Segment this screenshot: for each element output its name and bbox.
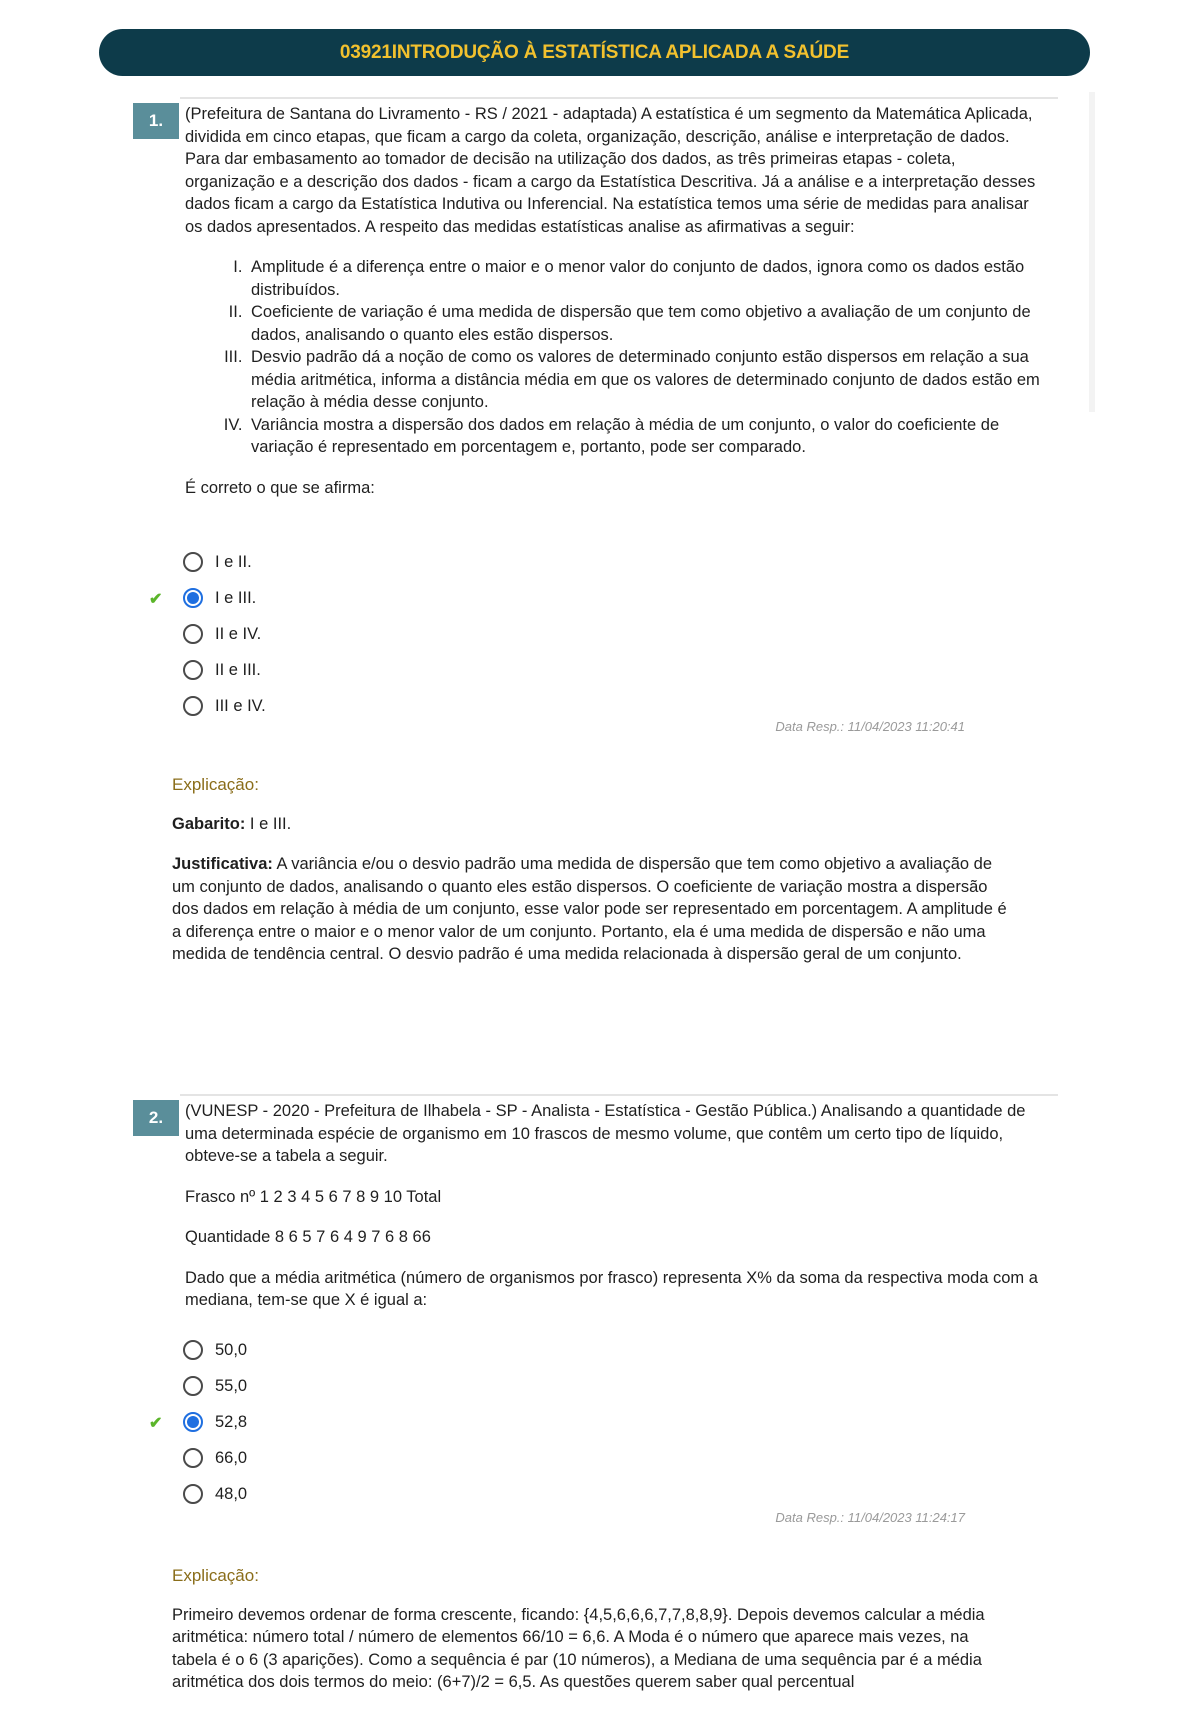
radio-button[interactable] xyxy=(183,552,203,572)
option-label: 52,8 xyxy=(215,1412,248,1431)
answer-option[interactable] xyxy=(183,616,266,652)
question-divider xyxy=(180,1094,1058,1096)
option-label: I e II. xyxy=(215,552,252,571)
question-stem: (VUNESP - 2020 - Prefeitura de Ilhabela - SP - Analista - Estatística - Gestão Pública.) Analisando a quantidade de uma determinada espécie de organismo em 10 frascos de mesmo volume, que contêm um certo tipo de líquido, obteve-se a tabela a seguir. xyxy=(185,1102,1026,1165)
table-values-line: Quantidade 8 6 5 7 6 4 9 7 6 8 66 xyxy=(185,1228,431,1246)
explanation-text: Primeiro devemos ordenar de forma crescente, ficando: {4,5,6,6,6,7,7,8,8,9}. Depois devemos calcular a média aritmética: número total / número de elementos 66/10 = 6,6. A Moda é o número que aparece mais vezes, na tabela é o 6 (3 aparições). Como a sequência é par (10 números), a Mediana de uma sequência par é a média aritmética dos dois termos do meio: (6+7)/2 = 6,5. As questões querem saber qual percentual xyxy=(172,1605,985,1691)
question-divider xyxy=(180,97,1058,99)
answer-option[interactable] xyxy=(183,1476,247,1512)
option-label: I e III. xyxy=(215,588,257,607)
response-date: Data Resp.: 11/04/2023 11:20:41 xyxy=(775,719,965,734)
answer-options xyxy=(149,1332,248,1512)
option-label: III e IV. xyxy=(215,696,266,715)
statement-item: IV. Variância mostra a dispersão dos dados em relação à média de um conjunto, o valor do coeficiente de variação é representado em porcentagem e, portanto, pode ser comparado. xyxy=(247,414,1045,459)
response-date: Data Resp.: 11/04/2023 11:24:17 xyxy=(775,1510,965,1525)
answer-option[interactable] xyxy=(183,1368,247,1404)
radio-button[interactable] xyxy=(183,696,203,716)
question-stem: (Prefeitura de Santana do Livramento - RS / 2021 - adaptada) A estatística é um segmento da Matemática Aplicada, dividida em cinco etapas, que ficam a cargo da coleta, organização, descrição, análise e interpretação de dados. Para dar embasamento ao tomador de decisão na utilização dos dados, as três primeiras etapas - coleta, organização e a descrição dos dados - ficam a cargo da Estatística Descritiva. Já a análise e a interpretação desses dados ficam a cargo da Estatística Indutiva ou Inferencial. Na estatística temos uma série de medidas para analisar os dados apresentados. A respeito das medidas estatísticas analise as afirmativas a seguir: xyxy=(185,105,1036,236)
statement-list xyxy=(185,256,1045,459)
radio-button[interactable] xyxy=(183,1484,203,1504)
correct-check-icon: ✔ xyxy=(149,591,163,608)
question-body xyxy=(185,103,1045,517)
radio-button[interactable] xyxy=(183,660,203,680)
justificativa xyxy=(172,853,1012,966)
option-label: 50,0 xyxy=(215,1340,248,1359)
option-label: 66,0 xyxy=(215,1448,248,1467)
justificativa-text: A variância e/ou o desvio padrão uma medida de dispersão que tem como objetivo a avaliação de um conjunto de dados, analisando o quanto eles estão dispersos. O coeficiente de variação mostra a dispersão dos dados em relação à média de um conjunto, esse valor pode ser representado em porcentagem. A amplitude é a diferença entre o maior e o menor valor de um conjunto. Portanto, ela é uma medida de dispersão e não uma medida de tendência central. O desvio padrão é uma medida relacionada à dispersão geral de um conjunto. xyxy=(172,855,1007,963)
question-1 xyxy=(133,97,1058,737)
answer-option[interactable] xyxy=(183,1332,247,1368)
explanation-title: Explicação: xyxy=(172,775,259,794)
option-label: II e III. xyxy=(215,660,261,679)
question-number: 2. xyxy=(133,1100,179,1136)
explanation-title: Explicação: xyxy=(172,1566,259,1585)
gabarito-value: I e III. xyxy=(245,814,292,833)
question-number: 1. xyxy=(133,103,179,139)
option-label: II e IV. xyxy=(215,624,262,643)
answer-option-selected[interactable] xyxy=(149,1404,248,1440)
radio-button[interactable] xyxy=(183,1448,203,1468)
answer-option[interactable] xyxy=(183,1440,247,1476)
answer-option[interactable] xyxy=(183,652,266,688)
scroll-track[interactable] xyxy=(1089,92,1095,412)
gabarito-label: Gabarito: xyxy=(172,814,246,833)
table-header-line: Frasco nº 1 2 3 4 5 6 7 8 9 10 Total xyxy=(185,1187,442,1206)
correct-check-icon: ✔ xyxy=(149,1415,163,1432)
answer-options xyxy=(149,544,266,724)
option-label: 48,0 xyxy=(215,1484,248,1503)
radio-button[interactable] xyxy=(183,1376,203,1396)
answer-option[interactable] xyxy=(183,688,266,724)
course-title: 03921INTRODUÇÃO À ESTATÍSTICA APLICADA A SAÚDE xyxy=(339,41,850,63)
statement-item: I. Amplitude é a diferença entre o maior e o menor valor do conjunto de dados, ignora como os dados estão distribuídos. xyxy=(247,256,1045,301)
gabarito xyxy=(172,813,1012,836)
course-title-bar xyxy=(99,29,1090,76)
question-prompt: Dado que a média aritmética (número de organismos por frasco) representa X% da soma da respectiva moda com a mediana, tem-se que X é igual a: xyxy=(185,1268,1038,1309)
statement-item: II. Coeficiente de variação é uma medida de dispersão que tem como objetivo a avaliação de um conjunto de dados, analisando o quanto eles estão dispersos. xyxy=(247,301,1045,346)
radio-button[interactable] xyxy=(183,624,203,644)
answer-option[interactable] xyxy=(183,544,266,580)
option-label: 55,0 xyxy=(215,1376,248,1395)
radio-button-selected[interactable] xyxy=(183,588,203,608)
question-prompt: É correto o que se afirma: xyxy=(185,478,375,497)
answer-option-selected[interactable] xyxy=(149,580,266,616)
radio-button-selected[interactable] xyxy=(183,1412,203,1432)
justificativa-label: Justificativa: xyxy=(172,855,273,873)
explanation-2 xyxy=(172,1565,1012,1712)
question-body xyxy=(185,1100,1045,1330)
question-2 xyxy=(133,1094,1058,1534)
statement-item: III. Desvio padrão dá a noção de como os valores de determinado conjunto estão dispersos em relação a sua média aritmética, informa a distância média em que os valores de determinado conjunto de dados estão em relação à média desse conjunto. xyxy=(247,346,1045,414)
explanation-1 xyxy=(172,774,1012,984)
radio-button[interactable] xyxy=(183,1340,203,1360)
